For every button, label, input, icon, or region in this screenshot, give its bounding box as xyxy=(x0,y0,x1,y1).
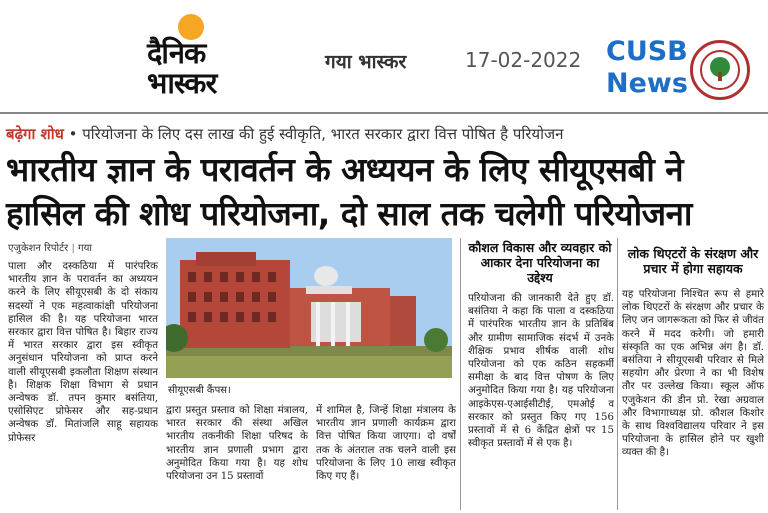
body-column-1: पाला और दस्कठिया में पारंपरिक भारतीय ज्ञान के परावर्तन का अध्ययन करने के लिए सीयूएसबी के दो संकाय सदस्यों ने एक महत्वाकांक्षी परियोजना हासिल की है। यह परियोजना भारत सरकार द्वारा वित्त पोषित है। बिहार राज्य में भारत सरकार द्वारा इस स्वीकृत अनुसंधान परियोजना को प्राप्त करने वाली सीयूएसबी इकलौता शिक्षण संस्थान है। शिक्षक शिक्षा विभाग से प्रधान अन्वेषक डॉ. तपन कुमार बसंतिया, एसोसिएट प्रोफेसर और सह-प्रधान अन्वेषक डॉ. मितांजलि साहू सहायक प्रोफेसर xyxy=(8,261,158,444)
body-column-4: परियोजना की जानकारी देते हुए डॉ. बसंतिया ने कहा कि पाला व दस्कठिया में पारंपरिक भारतीय ज्ञान के प्रतिबिंब और ग्रामीण सामाजिक संदर्भ में उनके शैक्षिक प्रभाव शीर्षक वाली शोध परियोजना को एक कठिन सहकर्मी समीक्षा के बाद वित्त पोषण के लिए अनुमोदित किया गया है। यह परियोजना आइकेएस-एआईसीटीई, एमओई व सरकार को प्रस्तुत किए गए 156 प्रस्तावों में से 6 केंद्रित क्षेत्रों पर 15 स्वीकृत प्रस्तावों में से एक है। xyxy=(468,293,614,450)
body-column-5: यह परियोजना निश्चित रूप से हमारे लोक थिएटरों के संरक्षण और प्रचार के लिए जन जागरूकता को फिर से जीवंत करने में मदद करेगी। जो हमारी संस्कृति का एक अभिन्न अंग है। डॉ. बसंतिया ने सीयूएसबी परिवार से मिले सहयोग और प्रेरणा ने का भी विशेष तौर पर उल्लेख किया। स्कूल ऑफ एजुकेशन की डीन प्रो. रेखा अग्रवाल और विभागाध्यक्ष प्रो. कौशल किशोर के साथ विश्वविद्यालय परिवार ने इस परियोजना के हासिल होने पर खुशी व्यक्त की है। xyxy=(622,289,764,459)
university-seal-icon xyxy=(690,40,750,100)
photo-caption: सीयूएसबी कैंपस। xyxy=(168,385,231,396)
edition-date: 17-02-2022 xyxy=(465,48,582,72)
byline-author: एजुकेशन रिपोर्टर xyxy=(8,243,69,254)
kicker-tag: बढ़ेगा शोध xyxy=(6,125,64,143)
brand-line-2: News xyxy=(606,68,688,99)
cusb-news-brand xyxy=(606,36,688,100)
headline: भारतीय ज्ञान के परावर्तन के अध्ययन के लिए सीयूएसबी ने हासिल की शोध परियोजना, दो साल तक चलेगी परियोजना xyxy=(6,150,692,233)
subhead-skill-development: कौशल विकास और व्यवहार को आकार देना परियोजना का उद्देश्य xyxy=(468,240,612,285)
kicker xyxy=(6,124,563,144)
kicker-text: • परियोजना के लिए दस लाख की हुई स्वीकृति, भारत सरकार द्वारा वित्त पोषित है परियोजन xyxy=(63,125,564,143)
column-divider xyxy=(617,238,618,510)
subhead-folk-theatre: लोक थिएटरों के संरक्षण और प्रचार में होगा सहायक xyxy=(627,246,759,276)
campus-photo xyxy=(166,238,452,378)
body-column-3: में शामिल है, जिन्हें शिक्षा मंत्रालय के भारतीय ज्ञान प्रणाली कार्यक्रम द्वारा वित्त पोषित किया जाएगा। दो वर्षों तक के अंतराल तक चलने वाली इस परियोजना के लिए 10 लाख स्वीकृत किए गए हैं। xyxy=(316,405,456,483)
newspaper-logo: दैनिक भास्कर xyxy=(147,36,217,100)
brand-line-1: CUSB xyxy=(606,36,688,67)
byline-place: गया xyxy=(78,243,93,254)
edition-name: गया भास्कर xyxy=(325,51,407,73)
body-column-2: द्वारा प्रस्तुत प्रस्ताव को शिक्षा मंत्रालय, भारत सरकार की संस्था अखिल भारतीय तकनीकी शिक्षा परिषद के भारतीय ज्ञान प्रणाली प्रभाग द्वारा अनुमोदित किया गया है। यह शोध परियोजना उन 15 प्रस्तावों xyxy=(166,405,308,483)
tree-icon xyxy=(700,50,740,90)
column-divider xyxy=(460,238,461,510)
masthead-rule xyxy=(0,112,768,114)
campus-building-image xyxy=(166,238,452,378)
byline-separator: | xyxy=(71,243,78,254)
byline xyxy=(8,240,92,254)
